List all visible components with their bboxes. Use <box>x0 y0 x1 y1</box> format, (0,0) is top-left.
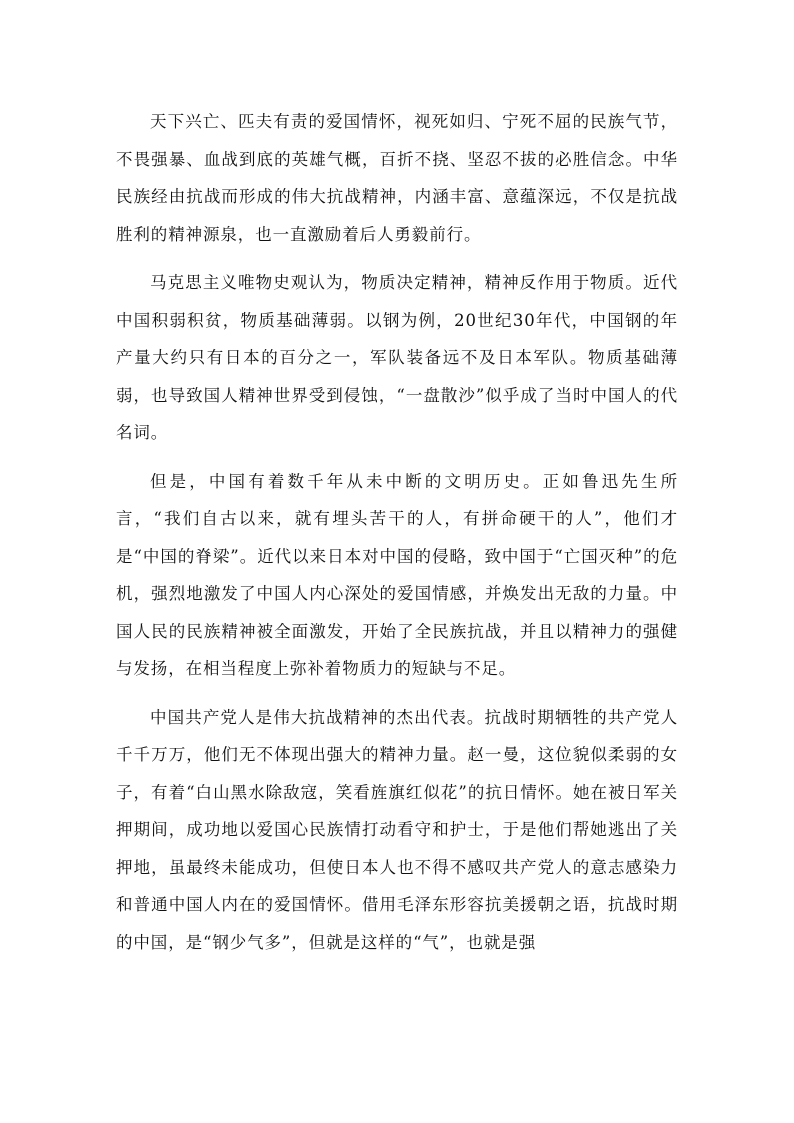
paragraph-communists: 中国共产党人是伟大抗战精神的杰出代表。抗战时期牺牲的共产党人千千万万，他们无不体现出强大的精神力量。赵一曼，这位貌似柔弱的女子，有着“白山黑水除敌寇，笑看旌旗红似花”的抗日情怀。她在被日军关押期间，成功地以爱国心民族情打动看守和护士，于是他们帮她逃出了关押地，虽最终未能成功，但使日本人也不得不感叹共产党人的意志感染力和普通中国人内在的爱国情怀。借用毛泽东形容抗美援朝之语，抗战时期的中国，是“钢少气多”，但就是这样的“气”，也就是强 <box>116 707 678 952</box>
paragraph-materialism: 马克思主义唯物史观认为，物质决定精神，精神反作用于物质。近代中国积弱积贫，物质基础薄弱。以钢为例，20世纪30年代，中国钢的年产量大约只有日本的百分之一，军队装备远不及日本军队。物质基础薄弱，也导致国人精神世界受到侵蚀，“一盘散沙”似乎成了当时中国人的代名词。 <box>116 273 678 442</box>
paragraph-civilization: 但是，中国有着数千年从未中断的文明历史。正如鲁迅先生所言，“我们自古以来，就有埋头苦干的人，有拼命硬干的人”，他们才是“中国的脊梁”。近代以来日本对中国的侵略，致中国于“亡国灭种”的危机，强烈地激发了中国人内心深处的爱国情感，并焕发出无敌的力量。中国人民的民族精神被全面激发，开始了全民族抗战，并且以精神力的强健与发扬，在相当程度上弥补着物质力的短缺与不足。 <box>116 471 678 678</box>
document-page <box>116 103 678 972</box>
paragraph-patriotism: 天下兴亡、匹夫有责的爱国情怀，视死如归、宁死不屈的民族气节，不畏强暴、血战到底的英雄气概，百折不挠、坚忍不拔的必胜信念。中华民族经由抗战而形成的伟大抗战精神，内涵丰富、意蕴深远，不仅是抗战胜利的精神源泉，也一直激励着后人勇毅前行。 <box>116 112 678 244</box>
